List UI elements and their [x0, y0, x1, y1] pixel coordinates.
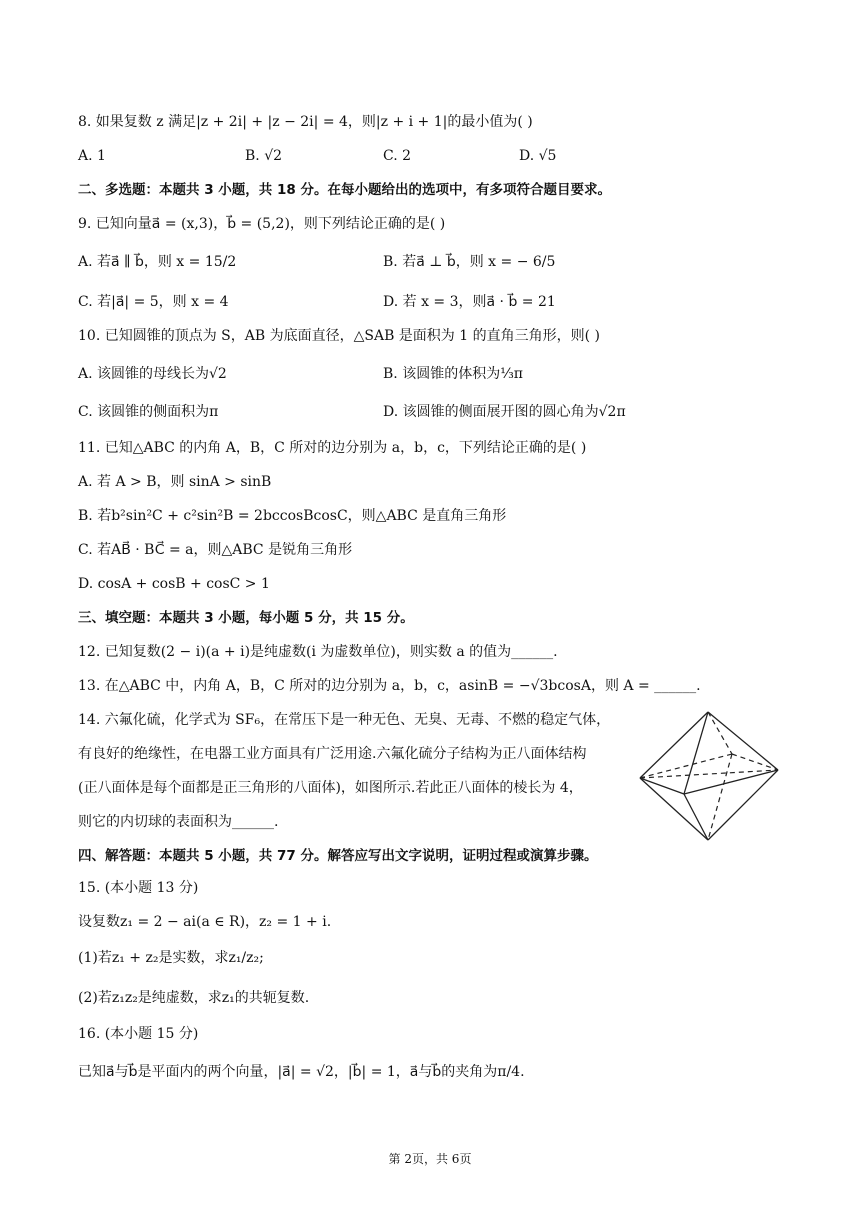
- q8-stem: 8. 如果复数 z 满足|z + 2i| + |z − 2i| = 4，则|z + i + 1|的最小值为( ): [78, 114, 533, 130]
- q16-given: 已知a⃗与b⃗是平面内的两个向量，|a⃗| = √2，|b⃗| = 1，a⃗与b⃗的夹角为π/4.: [78, 1064, 525, 1080]
- q9-option-c: C. 若|a⃗| = 5，则 x = 4: [78, 294, 229, 310]
- q15-given: 设复数z₁ = 2 − ai(a ∈ R)，z₂ = 1 + i.: [78, 914, 332, 930]
- q12-text: 12. 已知复数(2 − i)(a + i)是纯虚数(i 为虚数单位)，则实数 a 的值为______.: [78, 644, 558, 660]
- q10-option-a: A. 该圆锥的母线长为√2: [78, 366, 227, 382]
- q10-stem: 10. 已知圆锥的顶点为 S，AB 为底面直径，△SAB 是面积为 1 的直角三角形，则( ): [78, 328, 600, 344]
- page-footer: 第 2页，共 6页: [388, 1152, 472, 1166]
- q11-option-b: B. 若b²sin²C + c²sin²B = 2bccosBcosC，则△ABC 是直角三角形: [78, 508, 507, 524]
- q10-option-d: D. 该圆锥的侧面展开图的圆心角为√2π: [383, 404, 626, 420]
- q13-text: 13. 在△ABC 中，内角 A，B，C 所对的边分别为 a，b，c，asinB = −√3bcosA，则 A = ______.: [78, 678, 701, 694]
- q8-option-a: A. 1: [78, 148, 106, 164]
- q9-stem: 9. 已知向量a⃗ = (x,3)，b⃗ = (5,2)，则下列结论正确的是( ): [78, 216, 446, 232]
- q14-line-3: (正八面体是每个面都是正三角形的八面体)，如图所示.若此正八面体的棱长为 4，: [78, 780, 583, 796]
- q9-option-d: D. 若 x = 3，则a⃗ · b⃗ = 21: [383, 294, 556, 310]
- q8-option-b: B. √2: [245, 148, 283, 164]
- section-heading-fill-in: 三、填空题：本题共 3 小题，每小题 5 分，共 15 分。: [78, 610, 414, 626]
- q15-part-1: (1)若z₁ + z₂是实数，求z₁/z₂;: [78, 950, 264, 966]
- q14-line-4: 则它的内切球的表面积为______.: [78, 814, 279, 830]
- q15-part-2: (2)若z₁z₂是纯虚数，求z₁的共轭复数.: [78, 990, 310, 1006]
- q8-option-d: D. √5: [519, 148, 557, 164]
- q11-option-c: C. 若AB⃗ · BC⃗ = a，则△ABC 是锐角三角形: [78, 542, 353, 558]
- q16-title: 16. (本小题 15 分): [78, 1026, 199, 1042]
- octahedron-figure: [636, 708, 782, 844]
- q10-option-b: B. 该圆锥的体积为⅓π: [383, 366, 523, 382]
- q9-option-b: B. 若a⃗ ⊥ b⃗，则 x = − 6/5: [383, 254, 556, 270]
- section-heading-solutions: 四、解答题：本题共 5 小题，共 77 分。解答应写出文字说明，证明过程或演算步骤。: [78, 848, 598, 864]
- q11-option-d: D. cosA + cosB + cosC > 1: [78, 576, 270, 592]
- q11-option-a: A. 若 A > B，则 sinA > sinB: [78, 474, 272, 490]
- q14-line-2: 有良好的绝缘性，在电器工业方面具有广泛用途.六氟化硫分子结构为正八面体结构: [78, 746, 587, 762]
- q11-stem: 11. 已知△ABC 的内角 A，B，C 所对的边分别为 a，b，c，下列结论正确的是( ): [78, 440, 587, 456]
- q10-option-c: C. 该圆锥的侧面积为π: [78, 404, 219, 420]
- q8-option-c: C. 2: [383, 148, 412, 164]
- q15-title: 15. (本小题 13 分): [78, 880, 199, 896]
- section-heading-multiple-choice: 二、多选题：本题共 3 小题，共 18 分。在每小题给出的选项中，有多项符合题目要求。: [78, 182, 611, 198]
- q14-line-1: 14. 六氟化硫，化学式为 SF₆，在常压下是一种无色、无臭、无毒、不燃的稳定气体，: [78, 712, 611, 728]
- q9-option-a: A. 若a⃗ ∥ b⃗，则 x = 15/2: [78, 254, 237, 270]
